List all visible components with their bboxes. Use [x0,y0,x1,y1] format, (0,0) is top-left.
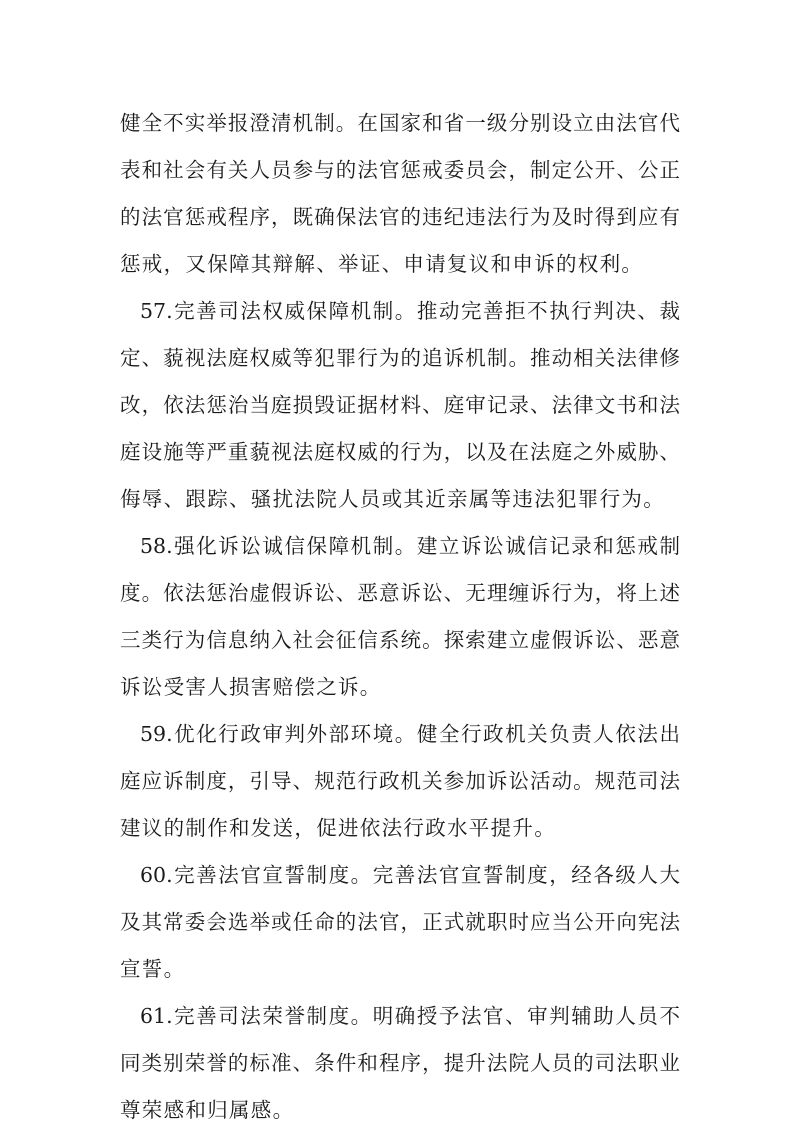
text-line: 的法官惩戒程序，既确保法官的违纪违法行为及时得到应有 [120,205,680,229]
text-line: 健全不实举报澄清机制。在国家和省一级分别设立由法官代 [120,111,680,135]
text-line: 宣誓。 [120,957,186,981]
text-line: 惩戒，又保障其辩解、举证、申请复议和申诉的权利。 [120,252,644,276]
text-line: 尊荣感和归属感。 [120,1098,295,1122]
text-line: 庭设施等严重藐视法庭权威的行为，以及在法庭之外威胁、 [120,440,680,464]
text-line: 庭应诉制度，引导、规范行政机关参加诉讼活动。规范司法 [120,769,680,793]
text-line: 定、藐视法庭权威等犯罪行为的追诉机制。推动相关法律修 [120,346,680,370]
text-line: 度。依法惩治虚假诉讼、恶意诉讼、无理缠诉行为，将上述 [120,581,680,605]
paragraph-heading-58: 58.强化诉讼诚信保障机制。建立诉讼诚信记录和惩戒制 [140,534,680,558]
paragraph-heading-59: 59.优化行政审判外部环境。健全行政机关负责人依法出 [140,722,680,746]
paragraph-heading-57: 57.完善司法权威保障机制。推动完善拒不执行判决、裁 [140,299,680,323]
text-line: 三类行为信息纳入社会征信系统。探索建立虚假诉讼、恶意 [120,628,680,652]
text-line: 改，依法惩治当庭损毁证据材料、庭审记录、法律文书和法 [120,393,680,417]
text-line: 及其常委会选举或任命的法官，正式就职时应当公开向宪法 [120,910,680,934]
text-line: 侮辱、跟踪、骚扰法院人员或其近亲属等违法犯罪行为。 [120,487,665,511]
text-line: 同类别荣誉的标准、条件和程序，提升法院人员的司法职业 [120,1051,680,1075]
paragraph-heading-60: 60.完善法官宣誓制度。完善法官宣誓制度，经各级人大 [140,863,680,887]
paragraph-heading-61: 61.完善司法荣誉制度。明确授予法官、审判辅助人员不 [140,1004,680,1028]
text-line: 表和社会有关人员参与的法官惩戒委员会，制定公开、公正 [120,158,680,182]
text-line: 诉讼受害人损害赔偿之诉。 [120,675,382,699]
text-line: 建议的制作和发送，促进依法行政水平提升。 [120,816,556,840]
